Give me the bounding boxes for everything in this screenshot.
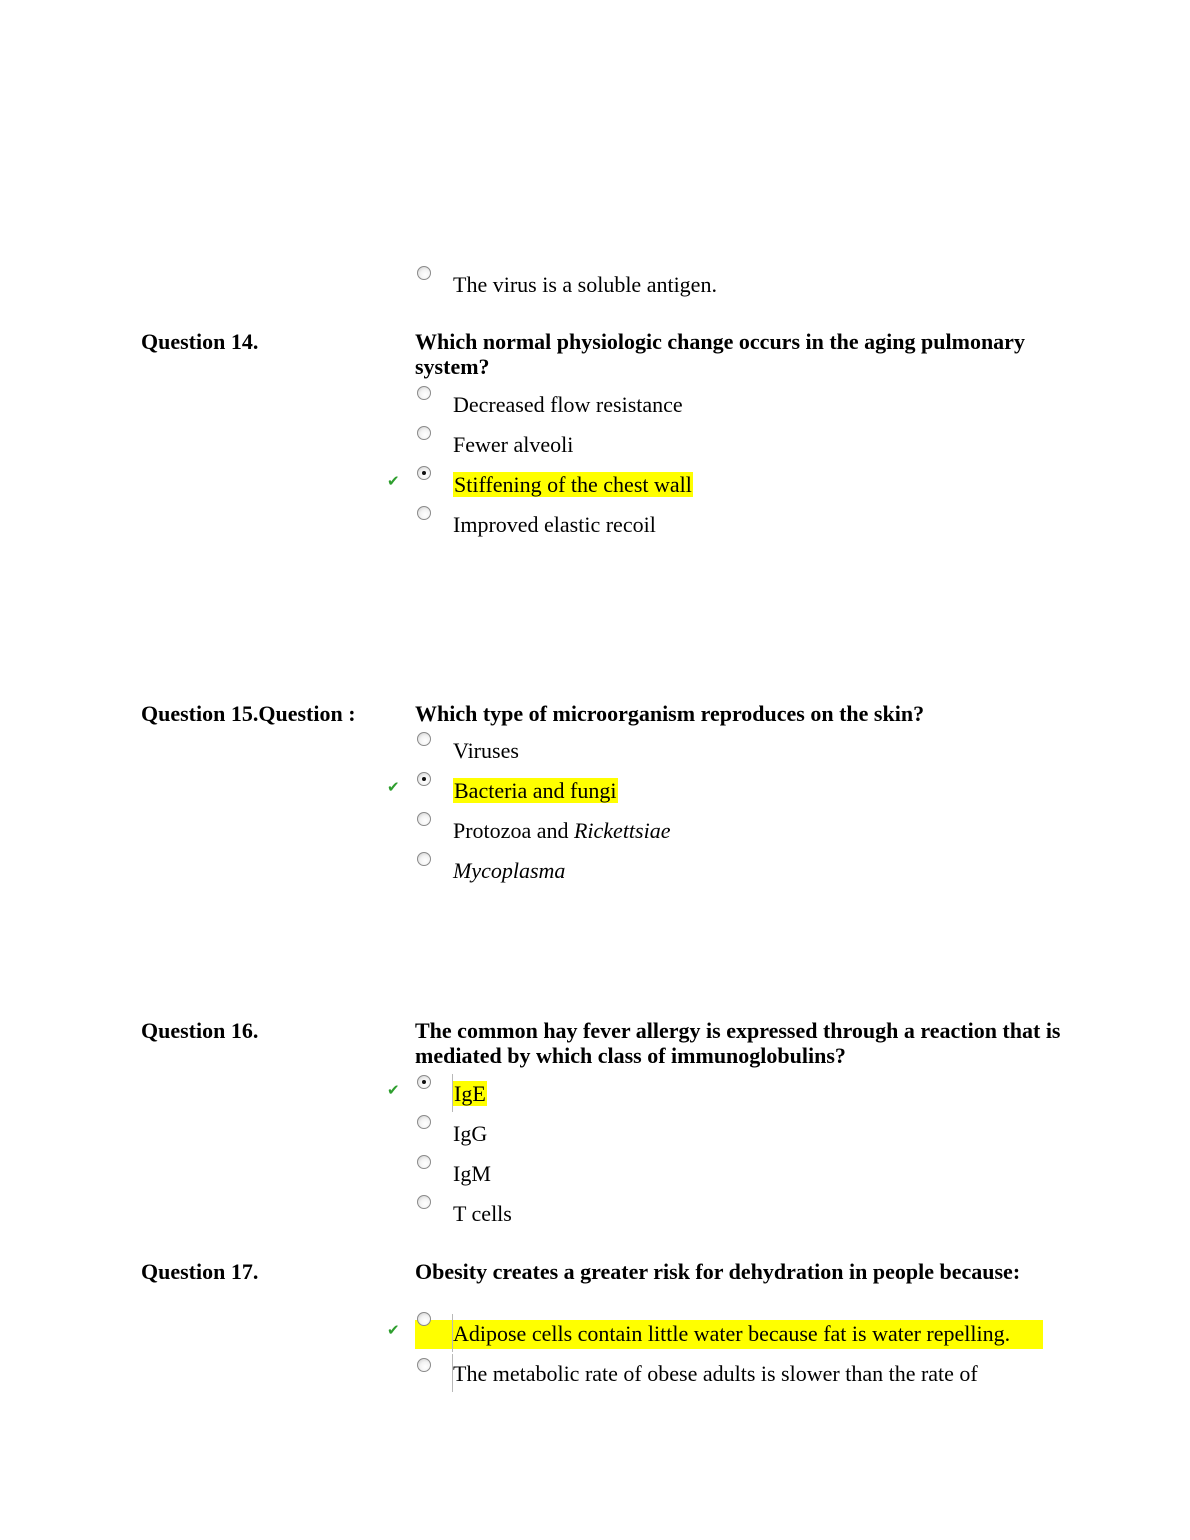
answer-option[interactable] (385, 811, 1065, 845)
radio-button-icon[interactable] (417, 1195, 431, 1209)
question-label: Question 16. (141, 1018, 259, 1043)
radio-button-icon[interactable] (417, 466, 431, 480)
option-text (453, 1081, 487, 1107)
question-text: Which type of microorganism reproduces on the skin? (415, 701, 925, 726)
option-text: The virus is a soluble antigen. (453, 272, 717, 297)
answer-option[interactable] (385, 731, 1065, 765)
option-text-part: Protozoa and (453, 818, 574, 843)
option-text: T cells (453, 1201, 512, 1226)
option-text (453, 472, 693, 498)
option-text: IgM (453, 1161, 491, 1186)
radio-button-icon[interactable] (417, 1155, 431, 1169)
checkmark-icon: ✔ (387, 1081, 400, 1099)
answer-option[interactable] (385, 851, 1065, 885)
answer-option[interactable] (385, 1354, 1065, 1388)
answer-option[interactable] (385, 265, 1065, 299)
answer-option-selected[interactable] (385, 771, 1065, 805)
question-text: Obesity creates a greater risk for dehydration in people because: (415, 1259, 1021, 1284)
question-label: Question 14. (141, 329, 259, 354)
question-label: Question 17. (141, 1259, 259, 1284)
answer-option[interactable] (385, 1154, 1065, 1188)
option-text: The metabolic rate of obese adults is slower than the rate of (453, 1361, 978, 1386)
option-text: Viruses (453, 738, 519, 763)
radio-button-icon[interactable] (417, 772, 431, 786)
option-text (453, 778, 618, 804)
option-text: IgG (453, 1121, 488, 1146)
radio-button-icon[interactable] (417, 426, 431, 440)
answer-option[interactable] (385, 505, 1065, 539)
radio-button-icon[interactable] (417, 812, 431, 826)
radio-button-icon[interactable] (417, 852, 431, 866)
checkmark-icon: ✔ (387, 472, 400, 490)
radio-button-icon[interactable] (417, 506, 431, 520)
radio-button-icon[interactable] (417, 1312, 431, 1326)
radio-button-icon[interactable] (417, 266, 431, 280)
radio-button-icon[interactable] (417, 1358, 431, 1372)
question-label: Question 15.Question : (141, 701, 356, 726)
radio-button-icon[interactable] (417, 1115, 431, 1129)
radio-button-icon[interactable] (417, 1075, 431, 1089)
highlighted-answer: IgE (454, 1081, 486, 1106)
answer-option[interactable] (385, 425, 1065, 459)
option-text-italic: Rickettsiae (573, 818, 671, 843)
option-text (453, 818, 670, 844)
option-text: Fewer alveoli (453, 432, 574, 457)
answer-option[interactable] (385, 1194, 1065, 1228)
answer-option[interactable] (385, 385, 1065, 419)
option-text: Adipose cells contain little water because fat is water repelling. (453, 1321, 1011, 1346)
radio-button-icon[interactable] (417, 386, 431, 400)
option-text-italic: Mycoplasma (453, 858, 566, 883)
answer-option-selected[interactable] (385, 1074, 1065, 1108)
checkmark-icon: ✔ (387, 1321, 400, 1339)
answer-option-selected[interactable] (385, 1314, 1065, 1348)
option-text (453, 858, 565, 884)
radio-button-icon[interactable] (417, 732, 431, 746)
option-text: Improved elastic recoil (453, 512, 656, 537)
answer-option[interactable] (385, 1114, 1065, 1148)
option-text: Decreased flow resistance (453, 392, 683, 417)
answer-option-selected[interactable] (385, 465, 1065, 499)
highlighted-answer: Bacteria and fungi (454, 778, 617, 803)
highlighted-answer: Stiffening of the chest wall (454, 472, 692, 497)
checkmark-icon: ✔ (387, 778, 400, 796)
question-text: Which normal physiologic change occurs in the aging pulmonary system? (415, 329, 1025, 379)
question-text: The common hay fever allergy is expressed through a reaction that is mediated by which class of immunoglobulins? (415, 1018, 1061, 1068)
